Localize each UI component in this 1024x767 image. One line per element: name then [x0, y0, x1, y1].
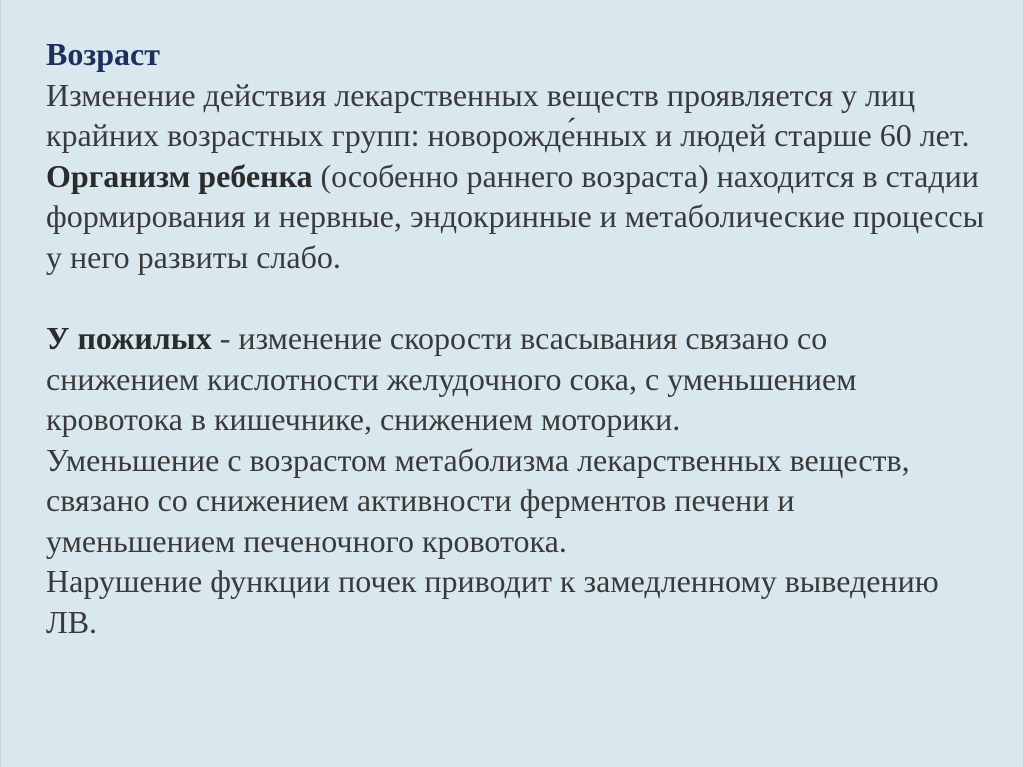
elderly-paragraph	[46, 318, 986, 440]
child-text: (особенно раннего возраста) находится в стадии формирования и нервные, эндокринные и метаболические процессы у него развиты слабо.	[46, 157, 985, 275]
paragraph-spacer	[46, 277, 986, 318]
child-heading: Организм ребенка	[46, 157, 313, 194]
slide-content	[46, 34, 986, 642]
metabolism-paragraph: Уменьшение с возрастом метаболизма лекарственных веществ, связано со снижением активности ферментов печени и уменьшением печеночного кровотока.	[46, 441, 910, 559]
intro-paragraph: Изменение действия лекарственных веществ проявляется у лиц крайних возрастных групп: новорожде́нных и людей старше 60 лет.	[46, 76, 970, 153]
elderly-text: - изменение скорости всасывания связано со снижением кислотности желудочного сока, с уменьшением кровотока в кишечнике, снижением моторики.	[46, 320, 857, 437]
slide-title: Возраст	[46, 36, 160, 72]
child-paragraph	[46, 156, 986, 278]
elderly-heading: У пожилых	[46, 320, 212, 356]
kidney-paragraph: Нарушение функции почек приводит к замедленному выведению ЛВ.	[46, 563, 939, 640]
